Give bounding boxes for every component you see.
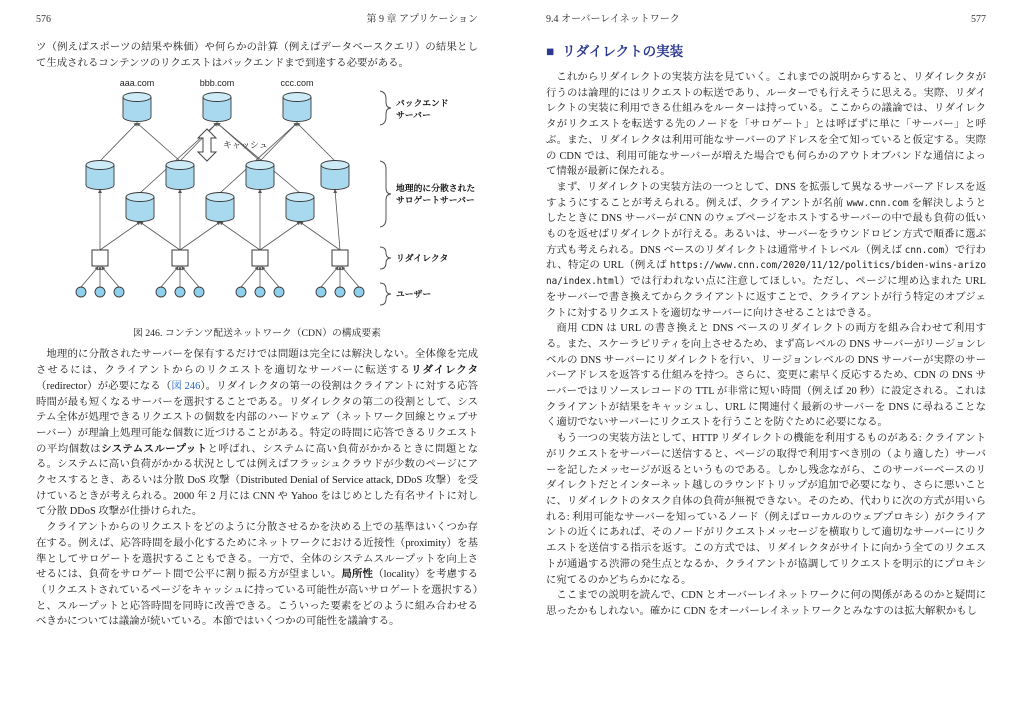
emphasized-term: リダイレクタ [411, 365, 478, 377]
server-cylinder-icon [246, 161, 274, 190]
cross-reference-link[interactable]: 図 246 [171, 380, 201, 392]
user-node [156, 287, 166, 297]
user-node [335, 287, 345, 297]
user-node [236, 287, 246, 297]
server-cylinder-icon [206, 193, 234, 222]
text-run: と呼ばれ、システムに高い負荷がかかるときに問題となる。システムに高い負荷がかかる状況としては例えばフラッシュクラウドが少数のページにアクセスするとき、あるいは分散 DoS 攻撃（Distributed Denial of Service attack, DDoS 攻撃）を受けているときが考えられる。2000 年 2 月には CNN や Yahoo をはじめとした有名サイトに対して分散 DDoS 攻撃が仕掛けられた。 [36, 443, 479, 518]
backend-servers-label: バックエンド [396, 98, 449, 109]
redirector-label: リダイレクタ [396, 253, 449, 264]
surrogate-servers [86, 161, 349, 222]
section-heading [546, 40, 986, 60]
running-head: 9.4 オーバーレイネットワーク [546, 14, 680, 25]
text-run: ）では行われない点に注意してほしい。ただし、ページに埋め込まれた URL をサーバーで書き換えてからクライアントに返すことで、クライアントが行う特定のオブジェクトに対するリクエストを適切なサーバーに向けさせることはできる。 [546, 276, 986, 319]
server-cylinder-icon [123, 93, 151, 122]
figure-cdn [36, 77, 478, 339]
surrogate-servers-label: 地理的に分散された [396, 183, 476, 194]
page-number: 576 [36, 14, 51, 25]
server-cylinder-icon [166, 161, 194, 190]
page-number: 577 [971, 14, 986, 25]
bracket [380, 283, 391, 305]
user-node [316, 287, 326, 297]
server-cylinder-icon [286, 193, 314, 222]
text-run: これからリダイレクトの実装方法を見ていく。これまでの説明からすると、リダイレクタが行うのは論理的にはリクエストの転送であり、ルーターでも行えそうに思える。実際、リダイレクトの実装に利用できる仕組みをルーターは持っている。ここからの議論では、リダイレクタがリクエストを転送する先のノードを「サロゲート」とは呼ばずに単に「サーバー」と呼ぶ。また、リダイレクタは利用可能なサーバーのアドレスを全て知っていると仮定する。実際の CDN では、利用可能なサーバーが増えた場合でも何らかのアウトオブバンドな通信によって情報が最新に保たれる。 [546, 72, 986, 178]
inline-code: www.cnn.com [846, 197, 909, 209]
user-node [354, 287, 364, 297]
text-run: ）で行われ、特定の URL（例えば [546, 244, 986, 272]
surrogate-servers-label: サロゲートサーバー [396, 195, 475, 206]
paragraph [546, 588, 986, 619]
backend-servers [123, 93, 311, 122]
text-run: ツ（例えばスポーツの結果や株価）や何らかの計算（例えばデータベースクエリ）の結果として生成されるコンテンツのリクエストはバックエンドまで到達する必要がある。 [36, 42, 478, 69]
emphasized-term: 局所性 [341, 569, 374, 581]
user-node [114, 287, 124, 297]
text-run: もう一つの実装方法として、HTTP リダイレクトの機能を利用するものがある: クライアントがリクエストをサーバーに送信すると、ページの取得で利用すべき別の（より適した）サーバーを記したメッセージが返るというものである。しかし残念ながら、このサーバーベースのリダイレクトだとインターネット越しのラウンドトリップが追加で必要になり、さらに悪いことに、リダイレクトのタスク自体の負荷が無視できない。そのため、代わりに次の方式が用いられる: 利用可能なサーバーを知っているノード（例えばローカルのウェブプロキシ）がクライアントの近くにあれば、そのノードがリクエストメッセージを横取りして適切なサーバーにリクエストを送信する指示を返す。この方式では、リダイレクタがサイトに向かう全てのリクエストが通過する渋滞の発生点となるか、クライアントが協調してリクエストを明示的にプロキシに宛てるのかどちらかになる。 [546, 433, 986, 586]
text-run: 地理的に分散されたサーバーを保有するだけでは問題は完全には解決しない。全体像を完成させるには、クライアントからのリクエストを適切なサーバーに転送する [36, 349, 478, 377]
bracket [380, 161, 391, 227]
server-cylinder-icon [126, 193, 154, 222]
emphasized-term: システムスループット [101, 443, 208, 455]
figure-caption: 図 246. コンテンツ配送ネットワーク（CDN）の構成要素 [133, 328, 381, 340]
user-node [95, 287, 105, 297]
page-header-right [546, 10, 986, 25]
backend-domain-label: aaa.com [119, 78, 155, 89]
backend-domain-label: ccc.com [280, 78, 314, 89]
backend-domain-label: bbb.com [199, 78, 235, 89]
server-cylinder-icon [321, 161, 349, 190]
page-header-left [36, 10, 478, 25]
figure-brackets [380, 91, 391, 305]
text-run: ここまでの説明を読んで、CDN とオーバーレイネットワークに何の関係があるのかと疑問に思ったかもしれない。確かに CDN をオーバーレイネットワークとみなすのは拡大解釈かもし [546, 590, 986, 617]
bracket [380, 91, 391, 125]
paragraph [36, 40, 478, 71]
cache-arrow-icon [198, 129, 268, 161]
paragraph [546, 70, 986, 180]
redirector-node [332, 250, 348, 266]
inline-code: cnn.com [904, 244, 945, 256]
user-node [76, 287, 86, 297]
cdn-figure-canvas [36, 77, 478, 315]
text-run: を解決しようとしたときに DNS サーバーが CNN のウェブページをホストするサーバーの中で最も負荷の低いものを返せばリダイレクトが行える。あるいは、サーバーをラウンドロビン方式で順番に選ぶ方式も考えられる。DNS ベースのリダイレクトは通常サイトレベル（例えば [546, 197, 986, 256]
section-title: リダイレクトの実装 [562, 44, 684, 59]
user-node [175, 287, 185, 297]
text-run: （redirector）が必要になる（ [36, 380, 172, 392]
user-node [255, 287, 265, 297]
cache-label: キャッシュ [223, 140, 268, 151]
redirector-node [92, 250, 108, 266]
inline-code: https://www.cnn.com/2020/11/12/politics/biden-wins-arizona/index.html [546, 260, 986, 288]
paragraph [546, 321, 986, 431]
user-node [194, 287, 204, 297]
paragraph [546, 431, 986, 588]
paragraph [546, 180, 986, 321]
redirector-nodes [92, 250, 348, 266]
user-node [274, 287, 284, 297]
server-cylinder-icon [86, 161, 114, 190]
running-head: 第 9 章 アプリケーション [366, 14, 478, 25]
users-label: ユーザー [396, 289, 432, 300]
paragraph [36, 520, 478, 630]
redirector-node [252, 250, 268, 266]
server-cylinder-icon [203, 93, 231, 122]
bracket [380, 247, 391, 269]
text-run: まず、リダイレクトの実装方法の一つとして、DNS を拡張して異なるサーバーアドレスを返すようにすることが考えられる。例えば、クライアントが名前 [546, 181, 986, 209]
redirector-node [172, 250, 188, 266]
paragraph [36, 347, 478, 520]
backend-servers-label: サーバー [396, 110, 431, 121]
page-577 [512, 0, 1024, 724]
user-nodes [76, 287, 364, 297]
text-run: 商用 CDN は URL の書き換えと DNS ベースのリダイレクトの両方を組み合わせて利用する。また、スケーラビリティを向上させるため、まず高レベルの DNS サーバーがリージョンレベルの DNS サーバーにリダイレクトを行い、リージョンレベルの DNS サーバーが実際のサーバーアドレスを返答する仕組みを持つ。さらに、変更に素早く反応するため、CDN の DNS サーバーではリソースレコードの TTL が非常に短い時間（例えば 20 秒）に設定される。これはクライアントが結果をキャッシュし、URL に関連付く最新のサーバーを DNS に尋ねることなく適切でないサーバーにリクエストを行うことを防ぐために必要になる。 [546, 323, 986, 429]
text-run: （locality）を考慮する（リクエストされているページをキャッシュに持っている可能性が高いサロゲートを選択する）と、スループットと応答時間を同時に改善できる。こういった要素をどのように組み合わせるべきかについては議論が続いている。本節ではいくつかの可能性を議論する。 [36, 569, 478, 628]
text-run: クライアントからのリクエストをどのように分散させるかを決める上での基準はいくつか存在する。例えば、応答時間を最小化するためにネットワークにおける近接性（proximity）を基準としてサロゲートを選択することもできる。一方で、全体のシステムスループットを向上させるには、負荷をサロゲート間で公平に割り振る方が望ましい。 [36, 522, 478, 581]
text-run: ）。リダイレクタの第一の役割はクライアントに対する応答時間が最も短くなるサーバーを選択することである。リダイレクタの第二の役割として、システム全体が処理できるリクエストの個数を内部のハードウェア（ネットワーク回線とウェブサーバー）が理論上処理可能な個数に近づけることがある。特定の時間に応答できるリクエストの平均個数は [36, 380, 478, 455]
section-bullet-icon: ■ [546, 44, 555, 59]
server-cylinder-icon [283, 93, 311, 122]
